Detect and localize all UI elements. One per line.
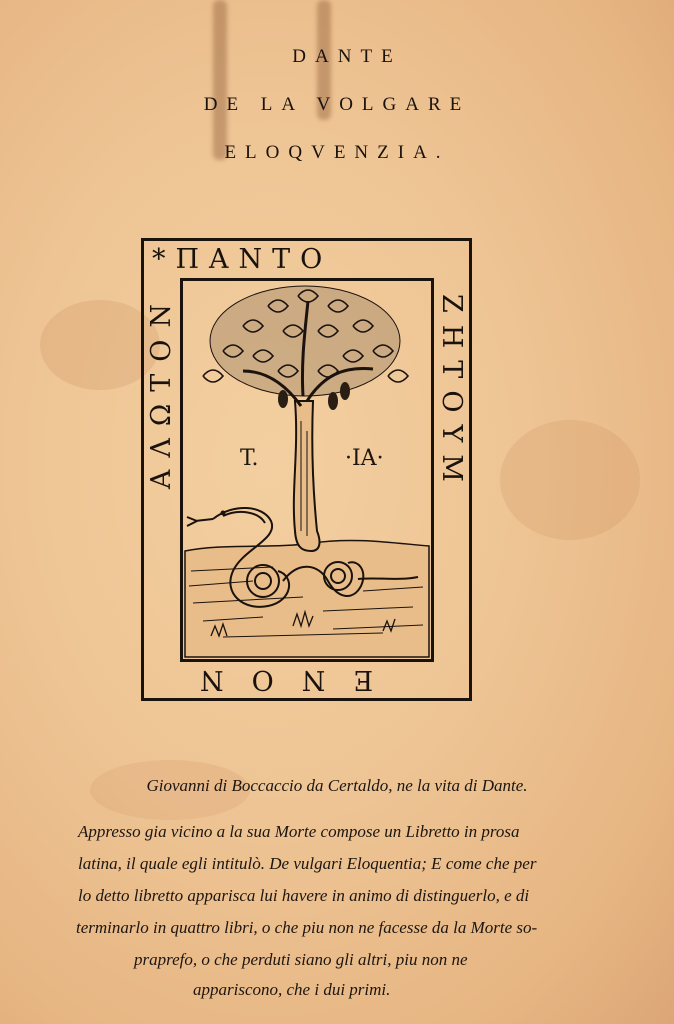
paragraph-line: lo detto libretto apparisca lui havere in animo di distinguerlo, e di [78, 886, 530, 905]
emblem-bottom-text: ΕΝΟΝ [172, 664, 374, 695]
title-line-3: ELOQVENZIA. [224, 142, 450, 163]
caption: Giovanni di Boccaccio da Certaldo, ne la vita di Dante. [146, 776, 528, 795]
tree-serpent-illustration [183, 281, 431, 659]
emblem-center-right: ·IA· [345, 446, 384, 471]
paper-stain [500, 420, 640, 540]
paragraph-line: praprefo, o che perduti siano gli altri, piu non ne [134, 950, 468, 969]
emblem-center-left: T. [240, 446, 259, 471]
emblem-top-text: *ΠΑΝΤΟ [152, 244, 333, 275]
paragraph-line: Appresso gia vicino a la sua Morte compose un Libretto in prosa [78, 822, 520, 841]
emblem-left-text: ΑΛΩΤΟΝ [146, 292, 177, 490]
paragraph-line: latina, il quale egli intitulò. De vulgari Eloquentia; E come che per [78, 854, 537, 873]
title-line-1: DANTE [292, 46, 402, 67]
title-line-2: DE LA VOLGARE [203, 94, 471, 115]
ink-stain [213, 0, 227, 160]
paragraph-line: appariscono, che i dui primi. [193, 980, 391, 999]
emblem-right-text: ΖΗΤΟΥΜ [436, 294, 467, 494]
paragraph-line: terminarlo in quattro libri, o che piu non ne facesse da la Morte so- [76, 918, 538, 937]
